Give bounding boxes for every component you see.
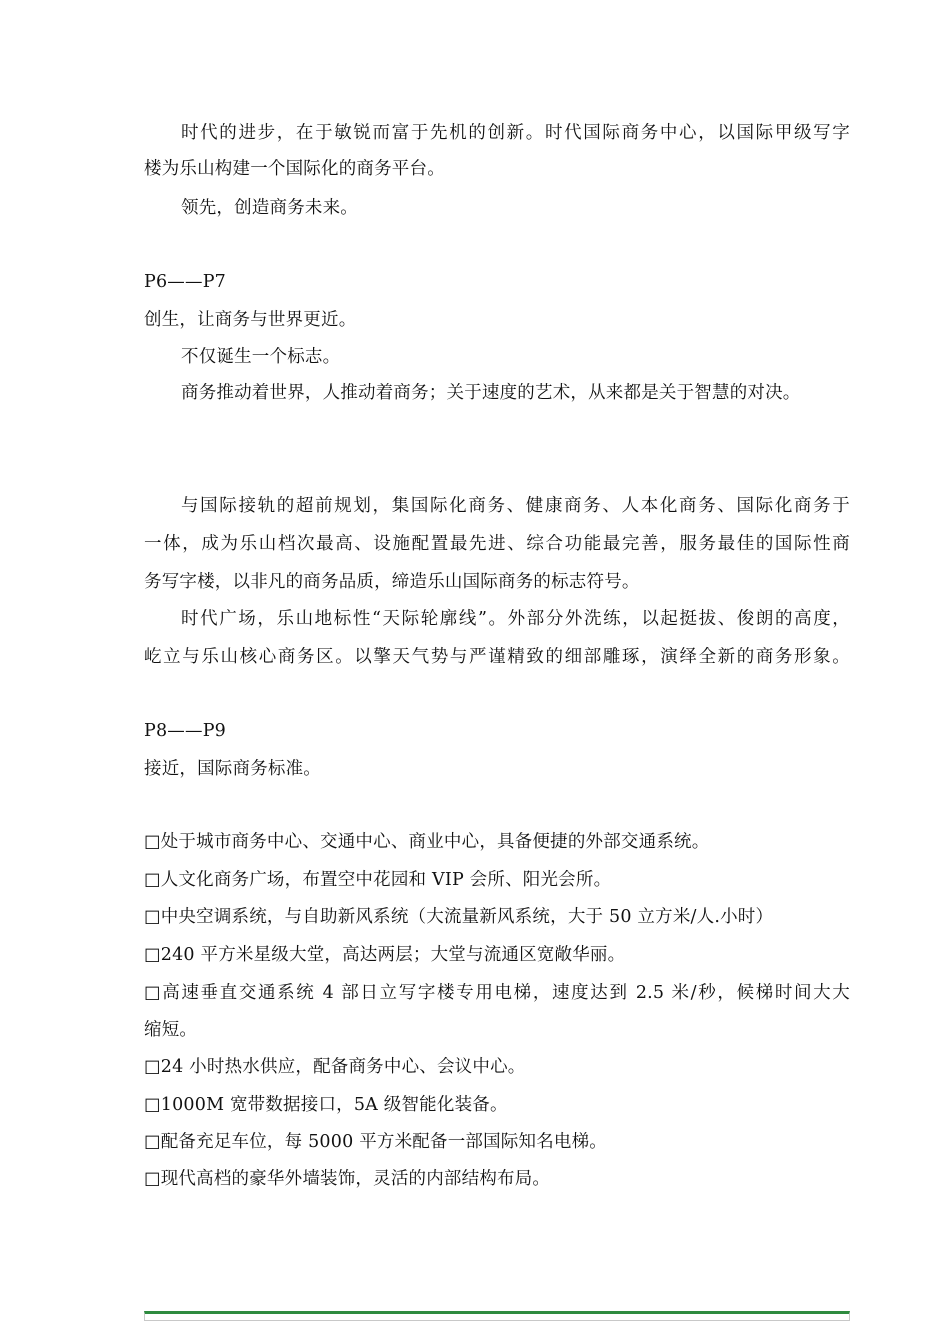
feature-list-item: □中央空调系统，与自助新风系统（大流量新风系统，大于 50 立方米/人.小时） <box>144 907 774 927</box>
section-heading-p6-p7: P6——P7 <box>144 272 227 292</box>
body-paragraph-line: 屹立与乐山核心商务区。以擎天气势与严谨精致的细部雕琢，演绎全新的商务形象。 <box>144 647 850 667</box>
intro-tagline: 领先，创造商务未来。 <box>181 198 358 218</box>
feature-list-item: □处于城市商务中心、交通中心、商业中心，具备便捷的外部交通系统。 <box>144 832 710 852</box>
feature-list-item-continuation: 缩短。 <box>144 1020 198 1040</box>
body-paragraph-line: 时代广场，乐山地标性“天际轮廓线”。外部分外洗练，以起挺拔、俊朗的高度， <box>181 609 850 629</box>
feature-list-item: □高速垂直交通系统 4 部日立写字楼专用电梯，速度达到 2.5 米/秒，候梯时间大大 <box>144 983 850 1003</box>
body-paragraph-line: 一体，成为乐山档次最高、设施配置最先进、综合功能最完善，服务最佳的国际性商 <box>144 534 850 554</box>
body-line: 不仅诞生一个标志。 <box>181 347 341 367</box>
intro-paragraph-line: 时代的进步，在于敏锐而富于先机的创新。时代国际商务中心，以国际甲级写字 <box>181 123 850 143</box>
feature-list-item: □1000M 宽带数据接口，5A 级智能化装备。 <box>144 1095 508 1115</box>
body-line: 商务推动着世界，人推动着商务；关于速度的艺术，从来都是关于智慧的对决。 <box>181 383 801 403</box>
feature-list-item: □人文化商务广场，布置空中花园和 VIP 会所、阳光会所。 <box>144 870 612 890</box>
body-paragraph-line: 务写字楼，以非凡的商务品质，缔造乐山国际商务的标志符号。 <box>144 572 640 592</box>
feature-list-item: □现代高档的豪华外墙装饰，灵活的内部结构布局。 <box>144 1169 551 1189</box>
feature-list-item: □240 平方米星级大堂，高达两层；大堂与流通区宽敞华丽。 <box>144 945 626 965</box>
section-title-p8-p9: 接近，国际商务标准。 <box>144 759 321 779</box>
footer-divider <box>144 1311 850 1321</box>
intro-paragraph-line: 楼为乐山构建一个国际化的商务平台。 <box>144 159 445 179</box>
feature-list-item: □配备充足车位，每 5000 平方米配备一部国际知名电梯。 <box>144 1132 607 1152</box>
feature-list-item: □24 小时热水供应，配备商务中心、会议中心。 <box>144 1057 526 1077</box>
section-heading-p8-p9: P8——P9 <box>144 721 227 741</box>
section-title-p6-p7: 创生，让商务与世界更近。 <box>144 310 357 330</box>
body-paragraph-line: 与国际接轨的超前规划，集国际化商务、健康商务、人本化商务、国际化商务于 <box>181 496 850 516</box>
